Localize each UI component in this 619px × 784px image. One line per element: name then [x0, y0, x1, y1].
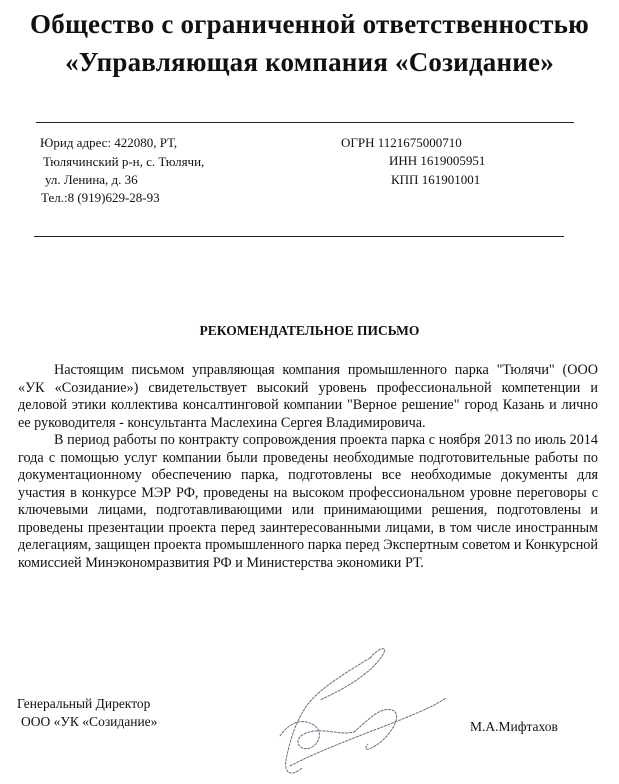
company-name-line2: «Управляющая компания «Созидание» — [65, 47, 554, 77]
ogrn-number: ОГРН 1121675000710 — [341, 135, 462, 150]
letter-paragraph-1: Настоящим письмом управляющая компания промышленного парка "Тюлячи" (ООО «УК «Созидание») свидетельствует высокий уровень профессиональной компетенции и деловой этики коллектива консалтинговой компании "Верное решение" город Казань и лично ее руководителя - консультанта Маслехина Сергея Владимировича. — [18, 362, 598, 431]
letter-body — [18, 362, 598, 572]
company-name-line1: Общество с ограниченной ответственностью — [30, 9, 589, 39]
signatory-position: Генеральный Директор — [17, 696, 151, 711]
legal-address-line2: Тюлячинский р-н, с. Тюлячи, — [43, 154, 205, 169]
handwritten-signature-icon — [250, 640, 470, 784]
legal-address-line1: Юрид адрес: 422080, РТ, — [40, 135, 178, 150]
signatory-company: ООО «УК «Созидание» — [21, 714, 158, 729]
kpp-number: КПП 161901001 — [391, 172, 481, 187]
letter-paragraph-2: В период работы по контракту сопровождения проекта парка с ноября 2013 по июль 2014 года с помощью услуг компании были проведены необходимые подготовительные работы по документационному обеспечению парка, подготовлены все необходимые документы для участия в конкурсе МЭР РФ, проведены на высоком профессиональном уровне переговоры с ключевыми лицами, подготавливающими или принимающими решения, подготовлены и проведены презентации проекта перед заинтересованными лицами, в том числе иностранным делегациям, защищен проекта промышленного парка перед Экспертным советом и Конкурсной комиссией Минэкономразвития РФ и Министерства экономики РТ. — [18, 432, 598, 571]
header-divider-bottom — [34, 236, 564, 237]
header-divider-top — [36, 122, 574, 123]
letter-title: РЕКОМЕНДАТЕЛЬНОЕ ПИСЬМО — [199, 323, 420, 338]
inn-number: ИНН 1619005951 — [389, 153, 486, 168]
signatory-name: М.А.Мифтахов — [470, 719, 558, 734]
phone-number: Тел.:8 (919)629-28-93 — [41, 190, 160, 205]
legal-address-line3: ул. Ленина, д. 36 — [45, 172, 138, 187]
